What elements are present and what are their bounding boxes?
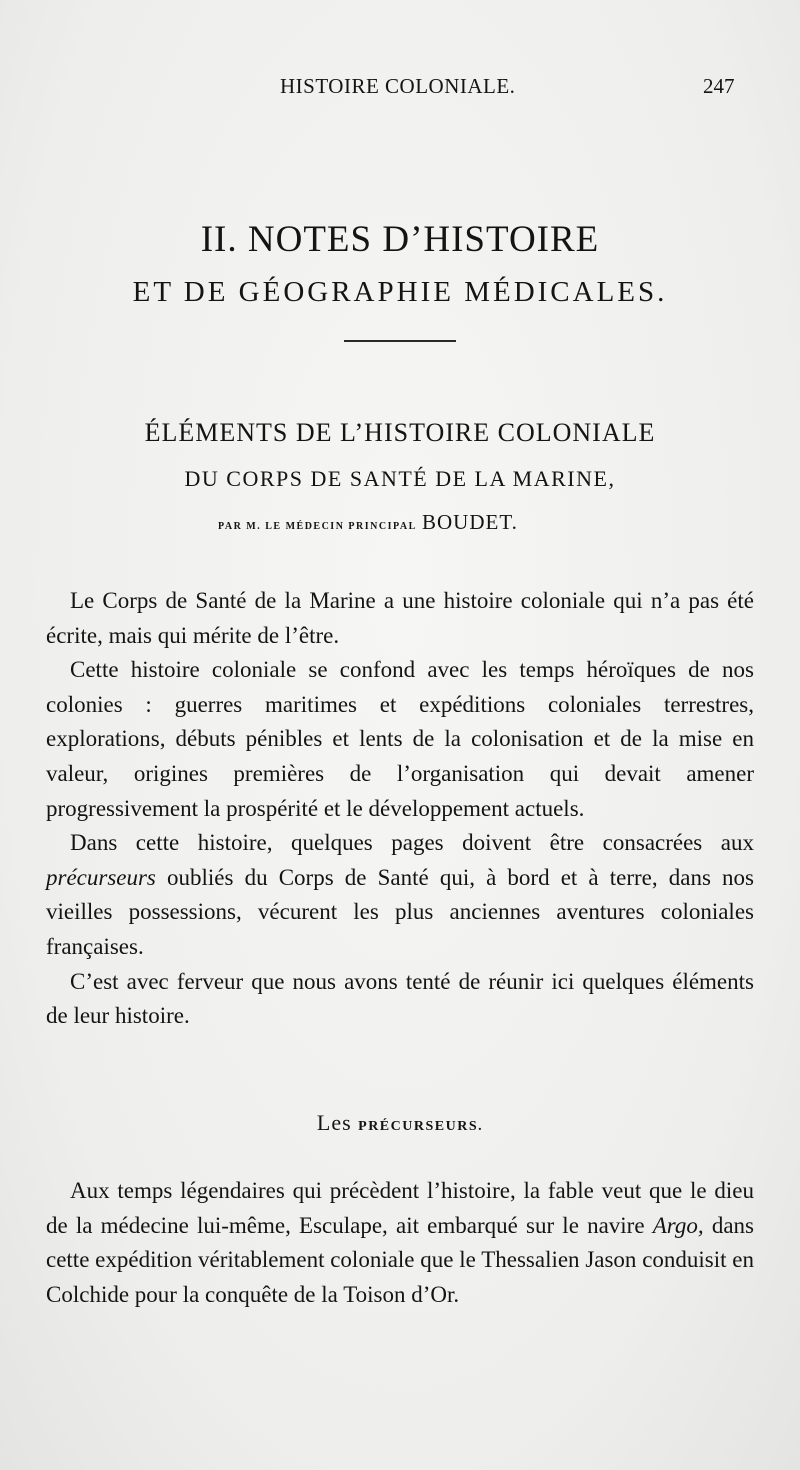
italic-term: précurseurs [46,864,156,890]
paragraph-text: Dans cette histoire, quelques pages doivent être consacrées aux [70,830,754,856]
paragraph: Cette histoire coloniale se confond avec les temps héroïques de nos colonies : guerres maritimes et expéditions coloniales terrestres, explorations, débuts pénibles et lents de la colonisation et de la mise en valeur, origines premières de l’organisation qui devait amener progressivement la prospérité et le développement actuels. [46,657,754,821]
article-subtitle: DU CORPS DE SANTÉ DE LA MARINE, [184,466,616,491]
byline-prefix: PAR M. LE MÉDECIN PRINCIPAL [218,521,417,532]
intro-text [46,584,754,1034]
paragraph-text: oubliés du Corps de Santé qui, à bord et à terre, dans nos vieilles possessions, vécurent les plus anciennes aventures coloniales françaises. [46,864,754,959]
byline-author: BOUDET. [422,510,518,534]
section-heading-rest: PRÉCURSEURS. [358,1119,484,1134]
paragraph: Le Corps de Santé de la Marine a une histoire coloniale qui n’a pas été écrite, mais qui mérite de l’être. [46,588,754,648]
page-number: 247 [703,74,735,98]
article-title: ÉLÉMENTS DE L’HISTOIRE COLONIALE [144,418,656,447]
paragraph: C’est avec ferveur que nous avons tenté de réunir ici quelques éléments de leur histoire. [46,968,754,1029]
title-divider [344,340,456,342]
italic-term: Argo, [652,1212,704,1238]
paragraph-text: dans cette expédition véritablement coloniale que le Thessalien Jason conduisit en Colchide pour la conquête de la Toison d’Or. [46,1212,755,1307]
running-title: HISTOIRE COLONIALE. [280,74,516,98]
section-text [46,1174,754,1312]
article-byline [218,510,518,535]
page-header [0,74,800,104]
paragraph-text: Aux temps légendaires qui précèdent l’histoire, la fable veut que le dieu de la médecine lui-même, Esculape, ait embarqué sur le navire [46,1178,754,1238]
paragraph [46,1174,754,1312]
section-heading [0,1110,800,1136]
paragraph [46,826,754,964]
chapter-title: II. NOTES D’HISTOIRE [200,219,600,260]
chapter-subtitle: ET DE GÉOGRAPHIE MÉDICALES. [132,276,668,308]
section-heading-initial: Les [316,1110,352,1135]
